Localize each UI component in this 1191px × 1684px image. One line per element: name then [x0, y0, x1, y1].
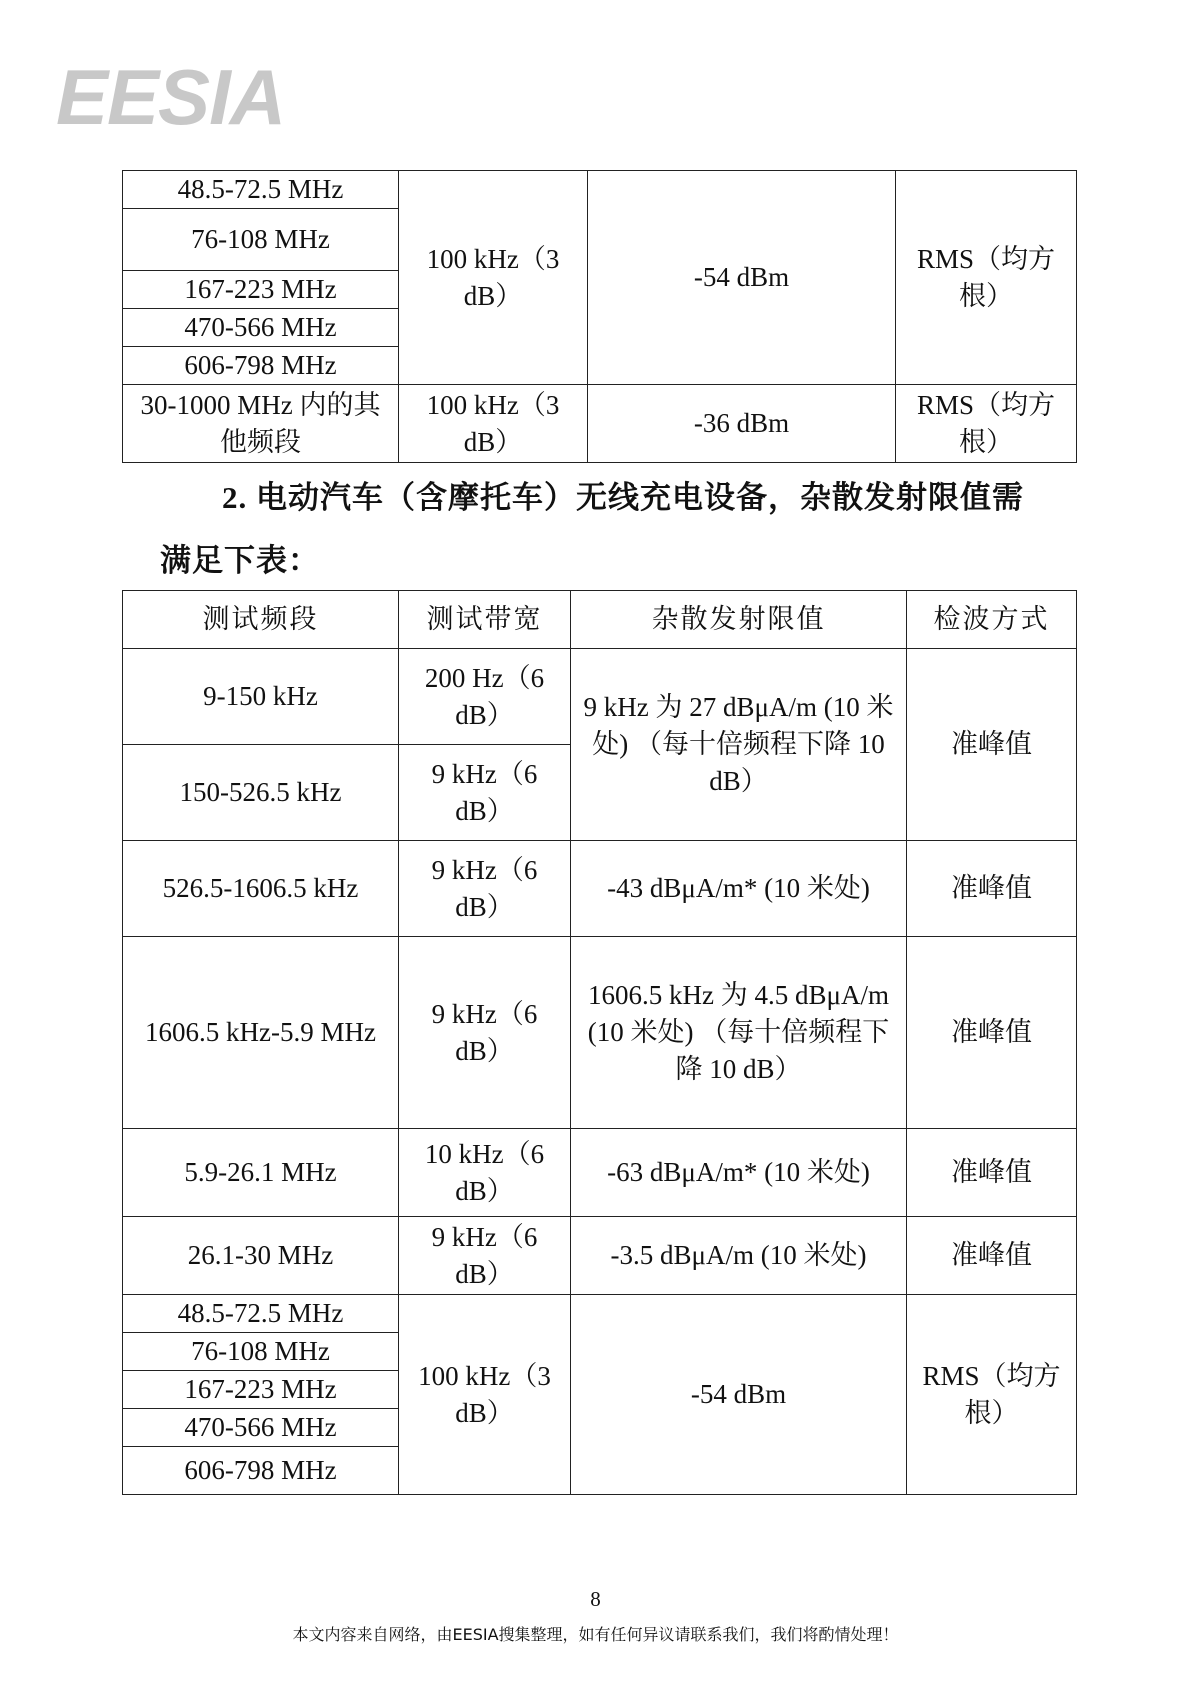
header-test-bandwidth: 测试带宽 — [399, 591, 571, 649]
band-cell: 30-1000 MHz 内的其他频段 — [123, 385, 399, 463]
detector-cell: RMS（均方根） — [896, 385, 1077, 463]
limit-cell: 9 kHz 为 27 dBμA/m (10 米处) （每十倍频程下降 10 dB） — [571, 649, 907, 841]
detector-cell: 准峰值 — [907, 1217, 1077, 1295]
band-cell: 76-108 MHz — [123, 209, 399, 271]
band-cell: 470-566 MHz — [123, 309, 399, 347]
eesia-logo: EESIA — [56, 53, 286, 141]
section-heading-continued: 满足下表： — [160, 543, 320, 578]
spurious-emission-table-continued — [122, 170, 1077, 463]
band-cell: 26.1-30 MHz — [123, 1217, 399, 1295]
detector-cell: 准峰值 — [907, 937, 1077, 1129]
limit-cell: -3.5 dBμA/m (10 米处) — [571, 1217, 907, 1295]
band-cell: 470-566 MHz — [123, 1409, 399, 1447]
band-cell: 167-223 MHz — [123, 271, 399, 309]
band-cell: 606-798 MHz — [123, 347, 399, 385]
detector-cell: RMS（均方根） — [896, 171, 1077, 385]
header-spurious-limit: 杂散发射限值 — [571, 591, 907, 649]
section-heading: 2. 电动汽车（含摩托车）无线充电设备，杂散发射限值需 — [222, 480, 1024, 515]
limit-cell: -54 dBm — [588, 171, 896, 385]
band-cell: 48.5-72.5 MHz — [123, 1295, 399, 1333]
footer-note: 本文内容来自网络，由EESIA搜集整理，如有任何异议请联系我们，我们将酌情处理！ — [292, 1625, 899, 1644]
detector-cell: 准峰值 — [907, 649, 1077, 841]
band-cell: 76-108 MHz — [123, 1333, 399, 1371]
detector-cell: 准峰值 — [907, 841, 1077, 937]
band-cell: 5.9-26.1 MHz — [123, 1129, 399, 1217]
bandwidth-cell: 9 kHz（6 dB） — [399, 937, 571, 1129]
bandwidth-cell: 200 Hz（6 dB） — [399, 649, 571, 745]
band-cell: 167-223 MHz — [123, 1371, 399, 1409]
bandwidth-cell: 10 kHz（6 dB） — [399, 1129, 571, 1217]
bandwidth-cell: 9 kHz（6 dB） — [399, 841, 571, 937]
band-cell: 526.5-1606.5 kHz — [123, 841, 399, 937]
band-cell: 606-798 MHz — [123, 1447, 399, 1495]
limit-cell: -54 dBm — [571, 1295, 907, 1495]
header-test-band: 测试频段 — [123, 591, 399, 649]
bandwidth-cell: 100 kHz（3 dB） — [399, 385, 588, 463]
band-cell: 9-150 kHz — [123, 649, 399, 745]
limit-cell: -43 dBμA/m* (10 米处) — [571, 841, 907, 937]
limit-cell: -36 dBm — [588, 385, 896, 463]
header-detector: 检波方式 — [907, 591, 1077, 649]
detector-cell: RMS（均方根） — [907, 1295, 1077, 1495]
detector-cell: 准峰值 — [907, 1129, 1077, 1217]
bandwidth-cell: 100 kHz（3 dB） — [399, 1295, 571, 1495]
bandwidth-cell: 100 kHz（3 dB） — [399, 171, 588, 385]
page-number: 8 — [590, 1587, 601, 1611]
bandwidth-cell: 9 kHz（6 dB） — [399, 1217, 571, 1295]
band-cell: 48.5-72.5 MHz — [123, 171, 399, 209]
bandwidth-cell: 9 kHz（6 dB） — [399, 745, 571, 841]
band-cell: 150-526.5 kHz — [123, 745, 399, 841]
ev-wireless-charging-spurious-table — [122, 590, 1077, 1495]
limit-cell: 1606.5 kHz 为 4.5 dBμA/m (10 米处) （每十倍频程下降 10 dB） — [571, 937, 907, 1129]
limit-cell: -63 dBμA/m* (10 米处) — [571, 1129, 907, 1217]
band-cell: 1606.5 kHz-5.9 MHz — [123, 937, 399, 1129]
